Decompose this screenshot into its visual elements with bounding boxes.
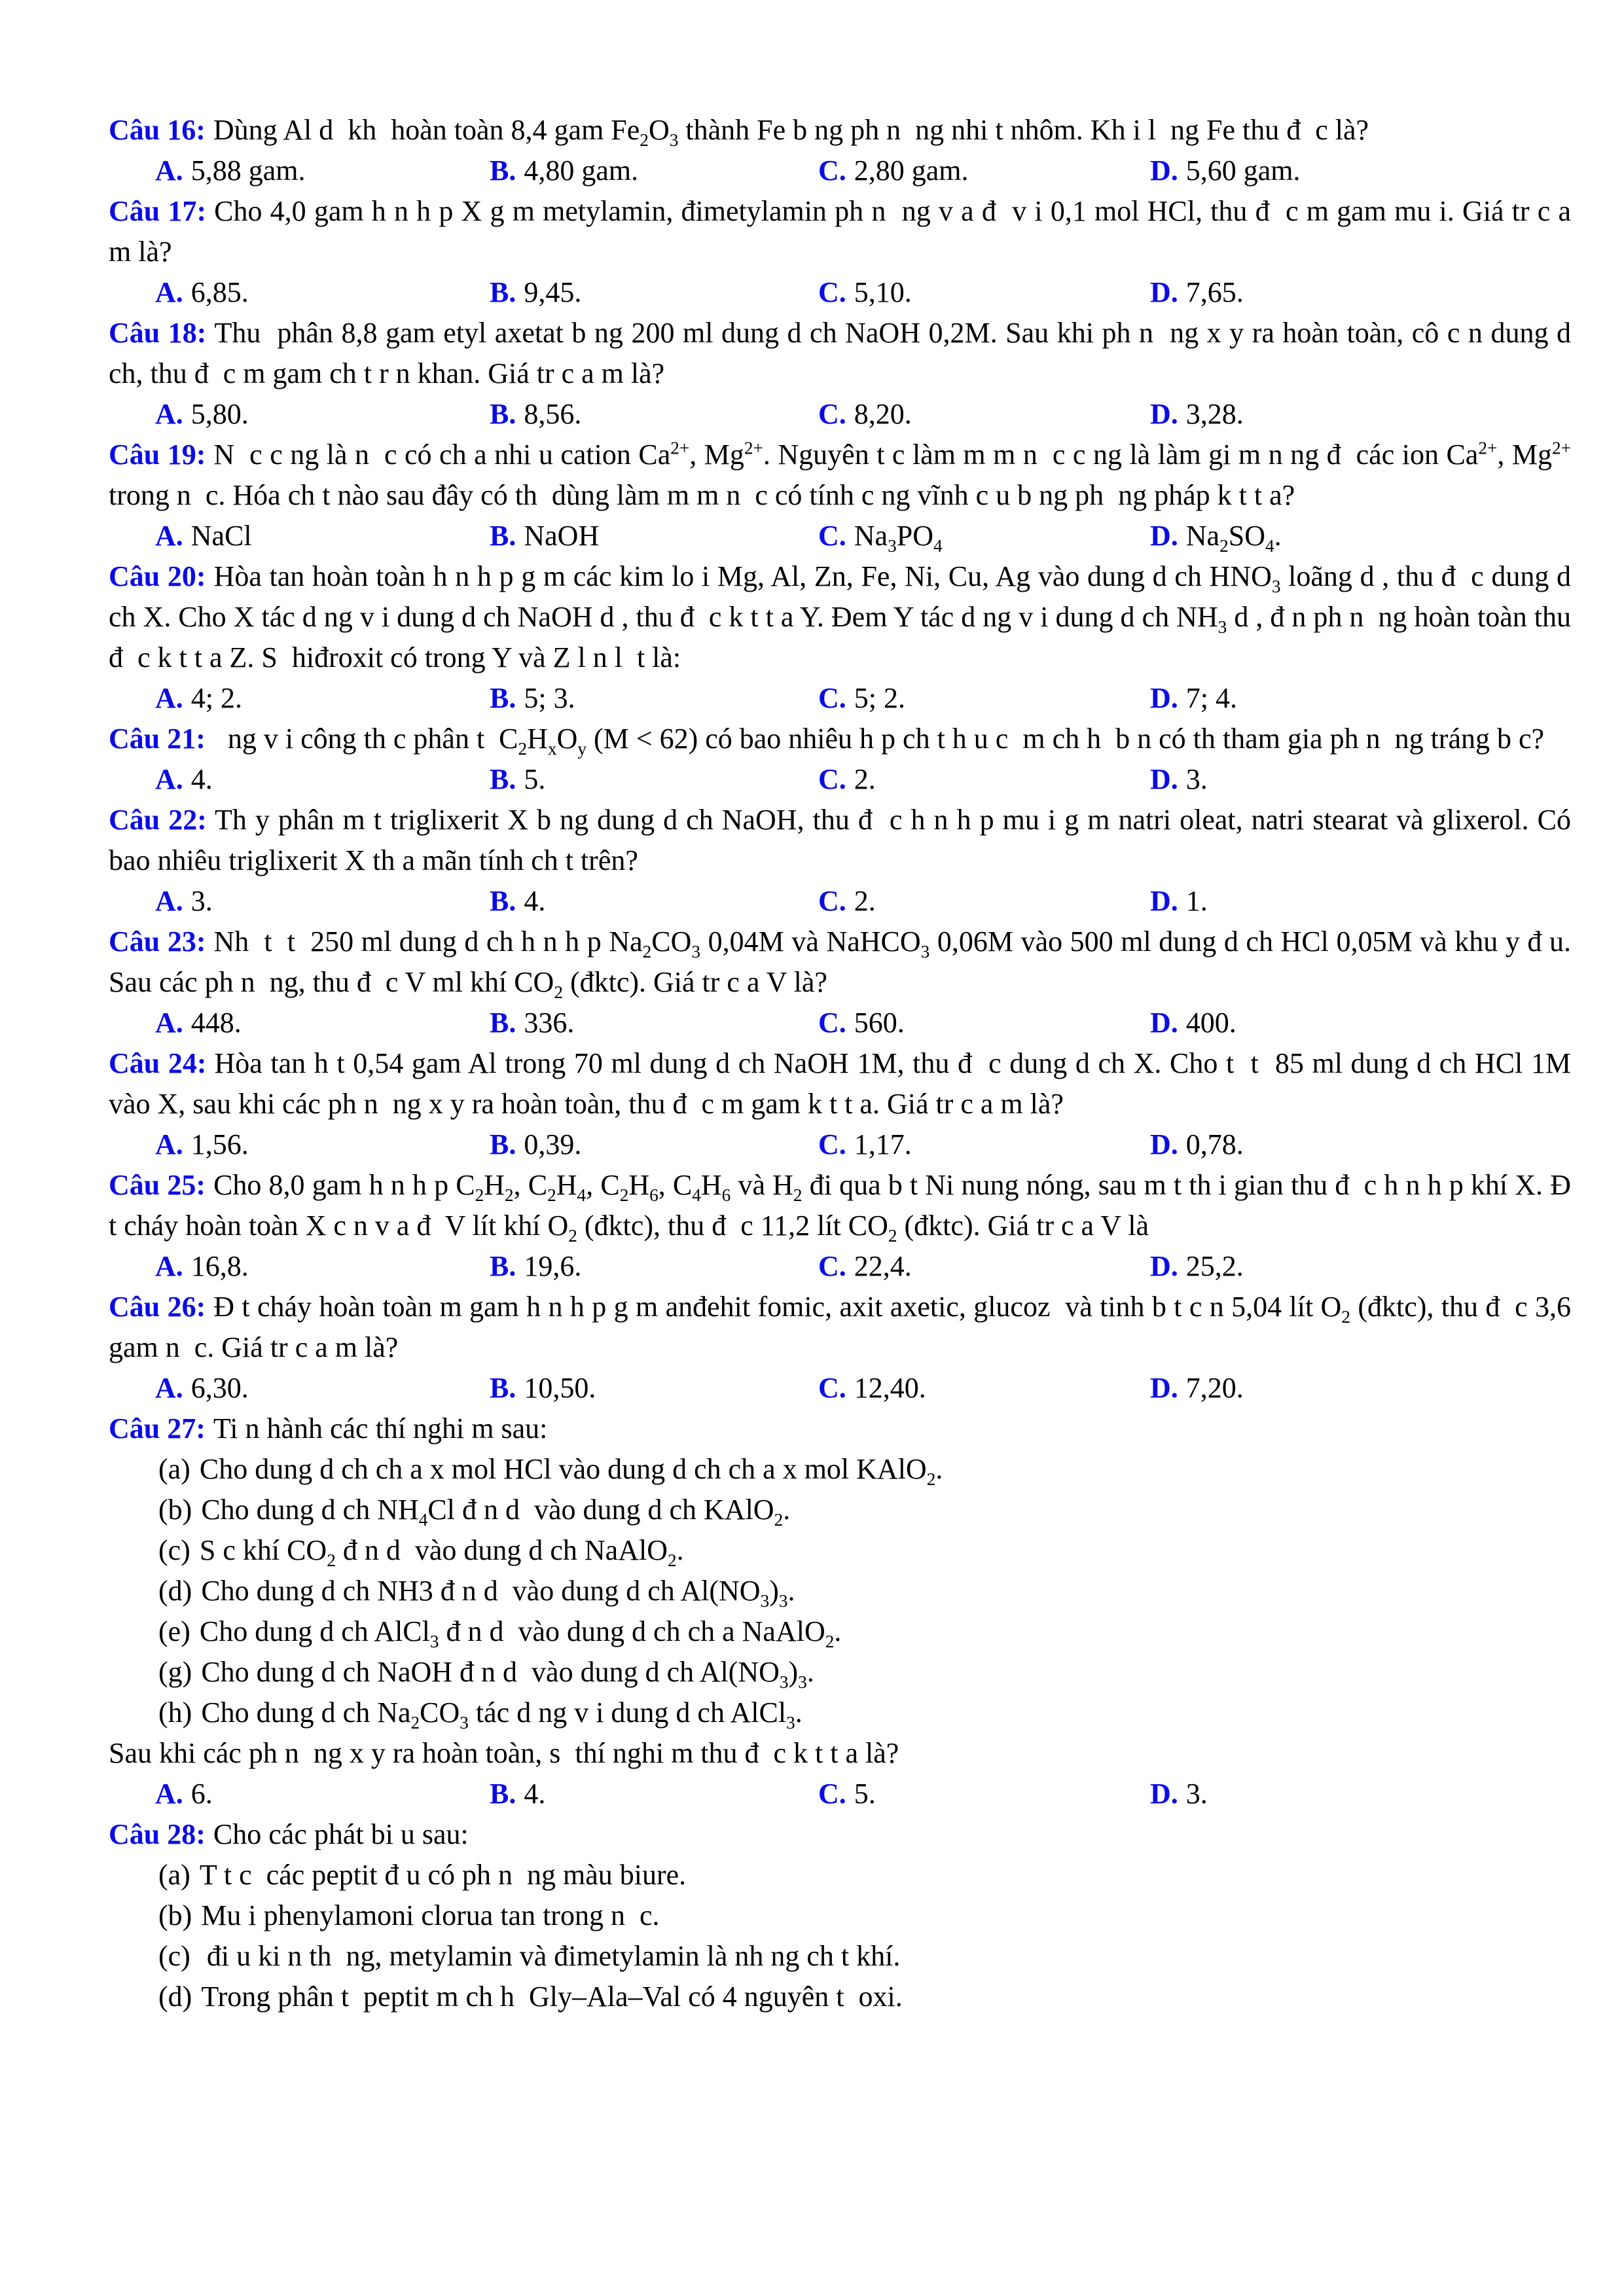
item-text: S c khí $CO_2$ đ n d vào dung d ch NaAlO$_2$. <box>199 1534 684 1570</box>
option-value: 25,2. <box>1185 1250 1244 1282</box>
option-letter: A. <box>155 682 183 714</box>
option-d <box>1150 881 1571 922</box>
options-row <box>109 881 1571 922</box>
option-c <box>818 1774 1150 1814</box>
option-letter: B. <box>490 398 516 430</box>
option-a <box>155 881 490 922</box>
options-row <box>109 394 1571 435</box>
option-c <box>818 678 1150 719</box>
question-body: Dùng Al d kh hoàn toàn 8,4 gam $Fe_2O_3$ thành Fe b ng ph n ng nhi t nhôm. Kh i l ng Fe thu đ c là? <box>213 114 1369 150</box>
question-body: Hòa tan hoàn toàn h n h p g m các kim lo i Mg, Al, Zn, Fe, Ni, Cu, Ag vào dung d ch $HNO_3$ loãng d , thu đ c dung d ch X. Cho X tác d ng v i dung d ch NaOH d , thu đ c k t t a Y. Đem Y tác d ng v i dung d ch $NH_3$ d , đ n ph n ng hoàn toàn thu đ c k t t a Z. S hiđroxit có trong Y và Z l n l t là: <box>109 560 1578 673</box>
option-d <box>1150 1368 1571 1408</box>
option-letter: D. <box>1150 1250 1178 1282</box>
options-row <box>109 272 1571 313</box>
question-block-26 <box>109 1287 1578 1408</box>
option-b <box>490 1774 818 1814</box>
option-value: 1,56. <box>190 1128 249 1160</box>
option-value: 5. <box>524 763 546 795</box>
question-body: Đ t cháy hoàn toàn m gam h n h p g m anđehit fomic, axit axetic, glucoz và tinh b t c n 5,04 lít $O_2$ (đktc), thu đ c 3,6 gam n c. Giá tr c a m là? <box>109 1291 1578 1363</box>
option-value: 0,39. <box>524 1128 582 1160</box>
item-text: Mu i phenylamoni clorua tan trong n c. <box>201 1899 660 1931</box>
option-value: 448. <box>190 1007 242 1039</box>
option-letter: A. <box>155 398 183 430</box>
list-item <box>109 1936 1571 1977</box>
option-b <box>490 759 818 800</box>
statement-list <box>109 1855 1571 2017</box>
option-value: 6. <box>190 1778 213 1810</box>
option-value: 7,65. <box>1185 276 1244 308</box>
option-letter: A. <box>155 1007 183 1039</box>
option-letter: A. <box>155 885 183 917</box>
option-letter: C. <box>818 682 846 714</box>
option-c <box>818 881 1150 922</box>
option-value: 336. <box>524 1007 575 1039</box>
option-a <box>155 1246 490 1287</box>
option-letter: D. <box>1150 398 1178 430</box>
question-body: Thu phân 8,8 gam etyl axetat b ng 200 ml dung d ch NaOH 0,2M. Sau khi ph n ng x y ra hoàn toàn, cô c n dung d ch, thu đ c m gam ch t r n khan. Giá tr c a m là? <box>109 317 1578 389</box>
option-value: NaOH <box>524 520 600 552</box>
item-text: T t c các peptit đ u có ph n ng màu biure. <box>199 1859 687 1891</box>
question-label: Câu 16: <box>109 114 206 146</box>
question-label: Câu 26: <box>109 1291 206 1323</box>
option-c <box>818 516 1150 556</box>
option-value: 12,40. <box>854 1372 926 1404</box>
question-text <box>109 1287 1578 1368</box>
question-label: Câu 21: <box>109 723 206 755</box>
question-block-20 <box>109 556 1578 719</box>
question-block-21 <box>109 719 1571 800</box>
option-letter: D. <box>1150 154 1178 187</box>
option-value: NaCl <box>190 520 252 552</box>
question-body: Cho 4,0 gam h n h p X g m metylamin, đimetylamin ph n ng v a đ v i 0,1 mol HCl, thu đ c m gam mu i. Giá tr c a m là? <box>109 195 1578 268</box>
option-letter: C. <box>818 1007 846 1039</box>
option-c <box>818 394 1150 435</box>
option-value: 9,45. <box>524 276 582 308</box>
options-row <box>109 1368 1571 1408</box>
option-a <box>155 1368 490 1408</box>
option-letter: A. <box>155 1128 183 1160</box>
question-label: Câu 20: <box>109 560 206 592</box>
option-letter: D. <box>1150 682 1178 714</box>
question-block-24 <box>109 1043 1578 1165</box>
list-item <box>109 1490 1571 1530</box>
question-label: Câu 19: <box>109 439 206 471</box>
option-value: 5. <box>854 1778 876 1810</box>
option-letter: B. <box>490 1128 516 1160</box>
options-row <box>109 151 1571 191</box>
option-letter: C. <box>818 1778 846 1810</box>
option-d <box>1150 516 1571 556</box>
question-block-28 <box>109 1814 1571 2017</box>
item-text: Cho dung d ch ch a x mol HCl vào dung d ch ch a x mol KAlO$_2$. <box>199 1453 943 1489</box>
option-value: 4. <box>190 763 213 795</box>
option-value: $Na_2SO_4$. <box>1185 520 1282 556</box>
options-row <box>109 1246 1571 1287</box>
option-value: 3. <box>190 885 213 917</box>
question-text <box>109 1165 1578 1246</box>
option-b <box>490 1246 818 1287</box>
option-value: 4. <box>524 1778 546 1810</box>
option-c <box>818 1124 1150 1165</box>
option-value: 10,50. <box>524 1372 596 1404</box>
option-d <box>1150 678 1571 719</box>
option-letter: D. <box>1150 1372 1178 1404</box>
option-letter: B. <box>490 1007 516 1039</box>
question-body: N c c ng là n c có ch a nhi u cation $Ca^{2+}$, $Mg^{2+}$. Nguyên t c làm m m n c c ng là làm gi m n ng đ các ion $Ca^{2+}$, $Mg^{2+}$ trong n c. Hóa ch t nào sau đây có th dùng làm m m n c có tính c ng vĩnh c u b ng ph ng pháp k t t a? <box>109 438 1578 511</box>
option-d <box>1150 1774 1571 1814</box>
question-text <box>109 800 1578 881</box>
question-text <box>109 191 1578 272</box>
item-text: Cho dung d ch NH3 đ n d vào dung d ch $Al(NO_3)_3$. <box>201 1575 795 1611</box>
question-text <box>109 313 1578 394</box>
experiment-list <box>109 1449 1571 1733</box>
option-letter: A. <box>155 520 183 552</box>
option-d <box>1150 394 1571 435</box>
list-item <box>109 1693 1571 1733</box>
option-a <box>155 759 490 800</box>
option-letter: C. <box>818 276 846 308</box>
list-item <box>109 1855 1571 1895</box>
option-d <box>1150 1246 1571 1287</box>
options-row <box>109 1774 1571 1814</box>
item-tag: (e) <box>158 1615 190 1647</box>
question-block-23 <box>109 922 1579 1043</box>
option-letter: C. <box>818 1128 846 1160</box>
option-value: 2,80 gam. <box>854 154 969 187</box>
option-letter: B. <box>490 885 516 917</box>
question-body: Nh t t 250 ml dung d ch h n h p $Na_2CO_3$ 0,04M và NaHCO$_3$ 0,06M vào 500 ml dung d ch HCl 0,05M và khu y đ u. Sau các ph n ng, thu đ c V ml khí $CO_2$ (đktc). Giá tr c a V là? <box>109 925 1579 1002</box>
option-value: 1,17. <box>854 1128 912 1160</box>
options-row <box>109 678 1571 719</box>
option-value: 3. <box>1185 763 1208 795</box>
option-c <box>818 1246 1150 1287</box>
option-d <box>1150 759 1571 800</box>
question-label: Câu 17: <box>109 195 207 227</box>
option-a <box>155 272 490 313</box>
option-b <box>490 516 818 556</box>
option-a <box>155 678 490 719</box>
option-b <box>490 272 818 313</box>
option-value: 8,20. <box>854 398 912 430</box>
option-letter: A. <box>155 1778 183 1810</box>
question-label: Câu 28: <box>109 1818 206 1850</box>
option-value: 3,28. <box>1185 398 1244 430</box>
option-letter: A. <box>155 1250 183 1282</box>
option-letter: D. <box>1150 1007 1178 1039</box>
option-a <box>155 516 490 556</box>
option-value: 6,85. <box>190 276 249 308</box>
option-letter: C. <box>818 885 846 917</box>
option-value: 2. <box>854 885 876 917</box>
option-a <box>155 1774 490 1814</box>
option-letter: D. <box>1150 1128 1178 1160</box>
option-letter: B. <box>490 520 516 552</box>
item-tag: (c) <box>158 1534 190 1566</box>
question-text <box>109 922 1579 1003</box>
option-value: 5; 3. <box>524 682 575 714</box>
question-text <box>109 1043 1578 1124</box>
option-letter: B. <box>490 682 516 714</box>
option-c <box>818 1368 1150 1408</box>
option-c <box>818 759 1150 800</box>
option-letter: A. <box>155 276 183 308</box>
item-tag: (b) <box>158 1494 192 1526</box>
item-text: Cho dung d ch $Na_2CO_3$ tác d ng v i dung d ch AlCl$_3$. <box>201 1696 803 1732</box>
item-tag: (a) <box>158 1453 190 1485</box>
option-letter: D. <box>1150 1778 1178 1810</box>
option-value: 1. <box>1185 885 1208 917</box>
option-letter: B. <box>490 1372 516 1404</box>
question-label: Câu 24: <box>109 1047 207 1079</box>
question-body: ng v i công th c phân t $C_2H_xO_y$ (M < 62) có bao nhiêu h p ch t h u c m ch h b n có th tham gia ph n ng tráng b c? <box>213 723 1545 759</box>
options-row <box>109 759 1571 800</box>
option-letter: D. <box>1150 276 1178 308</box>
option-letter: B. <box>490 154 516 187</box>
option-a <box>155 394 490 435</box>
option-value: 5,80. <box>190 398 249 430</box>
option-value: 560. <box>854 1007 905 1039</box>
option-letter: C. <box>818 154 846 187</box>
option-letter: D. <box>1150 520 1178 552</box>
question-label: Câu 18: <box>109 317 207 349</box>
option-b <box>490 678 818 719</box>
question-block-27 <box>109 1408 1571 1814</box>
question-label: Câu 22: <box>109 804 207 836</box>
question-body: Cho 8,0 gam h n h p $C_2H_2$, $C_2H_4$, $C_2H_6$, $C_4H_6$ và $H_2$ đi qua b t Ni nung nóng, sau m t th i gian thu đ c h n h p khí X. Đ t cháy hoàn toàn X c n v a đ V lít khí $O_2$ (đktc), thu đ c 11,2 lít $CO_2$ (đktc). Giá tr c a V là <box>109 1169 1578 1246</box>
option-value: 4,80 gam. <box>524 154 639 187</box>
item-text: Cho dung d ch $NH_4Cl$ đ n d vào dung d ch KAlO$_2$. <box>201 1494 791 1530</box>
option-letter: B. <box>490 763 516 795</box>
question-text <box>109 556 1578 678</box>
question-block-25 <box>109 1165 1578 1287</box>
option-value: 2. <box>854 763 876 795</box>
question-body: Th y phân m t triglixerit X b ng dung d ch NaOH, thu đ c h n h p mu i g m natri oleat, natri stearat và glixerol. Có bao nhiêu triglixerit X th a mãn tính ch t trên? <box>109 804 1578 876</box>
option-letter: C. <box>818 520 846 552</box>
option-a <box>155 1124 490 1165</box>
question-text <box>109 1814 1571 1855</box>
list-item <box>109 1530 1571 1571</box>
item-text: Trong phân t peptit m ch h Gly–Ala–Val có 4 nguyên t oxi. <box>201 1981 903 2013</box>
option-b <box>490 151 818 191</box>
option-value: 5; 2. <box>854 682 906 714</box>
option-value: 5,88 gam. <box>190 154 306 187</box>
option-letter: A. <box>155 1372 183 1404</box>
option-value: 5,60 gam. <box>1185 154 1301 187</box>
question-block-18 <box>109 313 1578 435</box>
option-d <box>1150 1003 1571 1043</box>
item-text: Cho dung d ch NaOH đ n d vào dung d ch $Al(NO_3)_3$. <box>201 1656 814 1692</box>
option-value: $Na_3PO_4$ <box>854 520 943 556</box>
option-letter: C. <box>818 1250 846 1282</box>
option-b <box>490 394 818 435</box>
list-item <box>109 1977 1571 2017</box>
option-value: 19,6. <box>524 1250 582 1282</box>
option-letter: A. <box>155 154 183 187</box>
option-value: 4. <box>524 885 546 917</box>
list-item <box>109 1652 1571 1693</box>
question-text <box>109 435 1578 516</box>
question-body: Hòa tan h t 0,54 gam Al trong 70 ml dung d ch NaOH 1M, thu đ c dung d ch X. Cho t t 85 ml dung d ch HCl 1M vào X, sau khi các ph n ng x y ra hoàn toàn, thu đ c m gam k t t a. Giá tr c a m là? <box>109 1047 1578 1120</box>
options-row <box>109 516 1571 556</box>
option-letter: D. <box>1150 763 1178 795</box>
option-letter: B. <box>490 1778 516 1810</box>
question-block-17 <box>109 191 1578 313</box>
question-label: Câu 27: <box>109 1412 206 1444</box>
question-block-22 <box>109 800 1578 922</box>
option-b <box>490 1368 818 1408</box>
option-d <box>1150 272 1571 313</box>
option-value: 16,8. <box>190 1250 249 1282</box>
item-text: Cho dung d ch AlCl$_3$ đ n d vào dung d ch ch a NaAlO$_2$. <box>199 1615 842 1651</box>
item-tag: (g) <box>158 1656 192 1688</box>
question-label: Câu 23: <box>109 925 206 958</box>
question-closing: Sau khi các ph n ng x y ra hoàn toàn, s thí nghi m thu đ c k t t a là? <box>109 1737 899 1769</box>
option-letter: A. <box>155 763 183 795</box>
option-d <box>1150 1124 1571 1165</box>
question-body: Ti n hành các thí nghi m sau: <box>213 1412 548 1444</box>
list-item <box>109 1449 1571 1490</box>
item-tag: (d) <box>158 1575 192 1607</box>
question-block-19 <box>109 435 1578 556</box>
option-value: 0,78. <box>1185 1128 1244 1160</box>
option-letter: D. <box>1150 885 1178 917</box>
option-b <box>490 881 818 922</box>
option-value: 7; 4. <box>1185 682 1238 714</box>
item-text: đi u ki n th ng, metylamin và đimetylamin là nh ng ch t khí. <box>199 1940 901 1972</box>
option-b <box>490 1124 818 1165</box>
option-c <box>818 272 1150 313</box>
question-text <box>109 1408 1571 1449</box>
option-a <box>155 1003 490 1043</box>
option-value: 5,10. <box>854 276 912 308</box>
option-letter: C. <box>818 1372 846 1404</box>
item-tag: (h) <box>158 1696 192 1729</box>
option-d <box>1150 151 1571 191</box>
option-value: 3. <box>1185 1778 1208 1810</box>
list-item <box>109 1571 1571 1611</box>
option-c <box>818 1003 1150 1043</box>
option-c <box>818 151 1150 191</box>
question-text <box>109 719 1571 759</box>
options-row <box>109 1003 1571 1043</box>
question-body: Cho các phát bi u sau: <box>213 1818 469 1850</box>
list-item <box>109 1611 1571 1652</box>
option-value: 7,20. <box>1185 1372 1244 1404</box>
option-b <box>490 1003 818 1043</box>
option-value: 22,4. <box>854 1250 912 1282</box>
option-letter: C. <box>818 398 846 430</box>
list-item <box>109 1895 1571 1936</box>
options-row <box>109 1124 1571 1165</box>
question-text <box>109 110 1571 151</box>
question-block-16 <box>109 110 1571 191</box>
option-letter: B. <box>490 276 516 308</box>
item-tag: (a) <box>158 1859 190 1891</box>
item-tag: (d) <box>158 1981 192 2013</box>
option-value: 400. <box>1185 1007 1236 1039</box>
question-label: Câu 25: <box>109 1169 206 1201</box>
option-value: 6,30. <box>190 1372 249 1404</box>
option-letter: C. <box>818 763 846 795</box>
option-value: 4; 2. <box>190 682 243 714</box>
item-tag: (b) <box>158 1899 192 1931</box>
option-letter: B. <box>490 1250 516 1282</box>
item-tag: (c) <box>158 1940 190 1972</box>
option-value: 8,56. <box>524 398 582 430</box>
option-a <box>155 151 490 191</box>
